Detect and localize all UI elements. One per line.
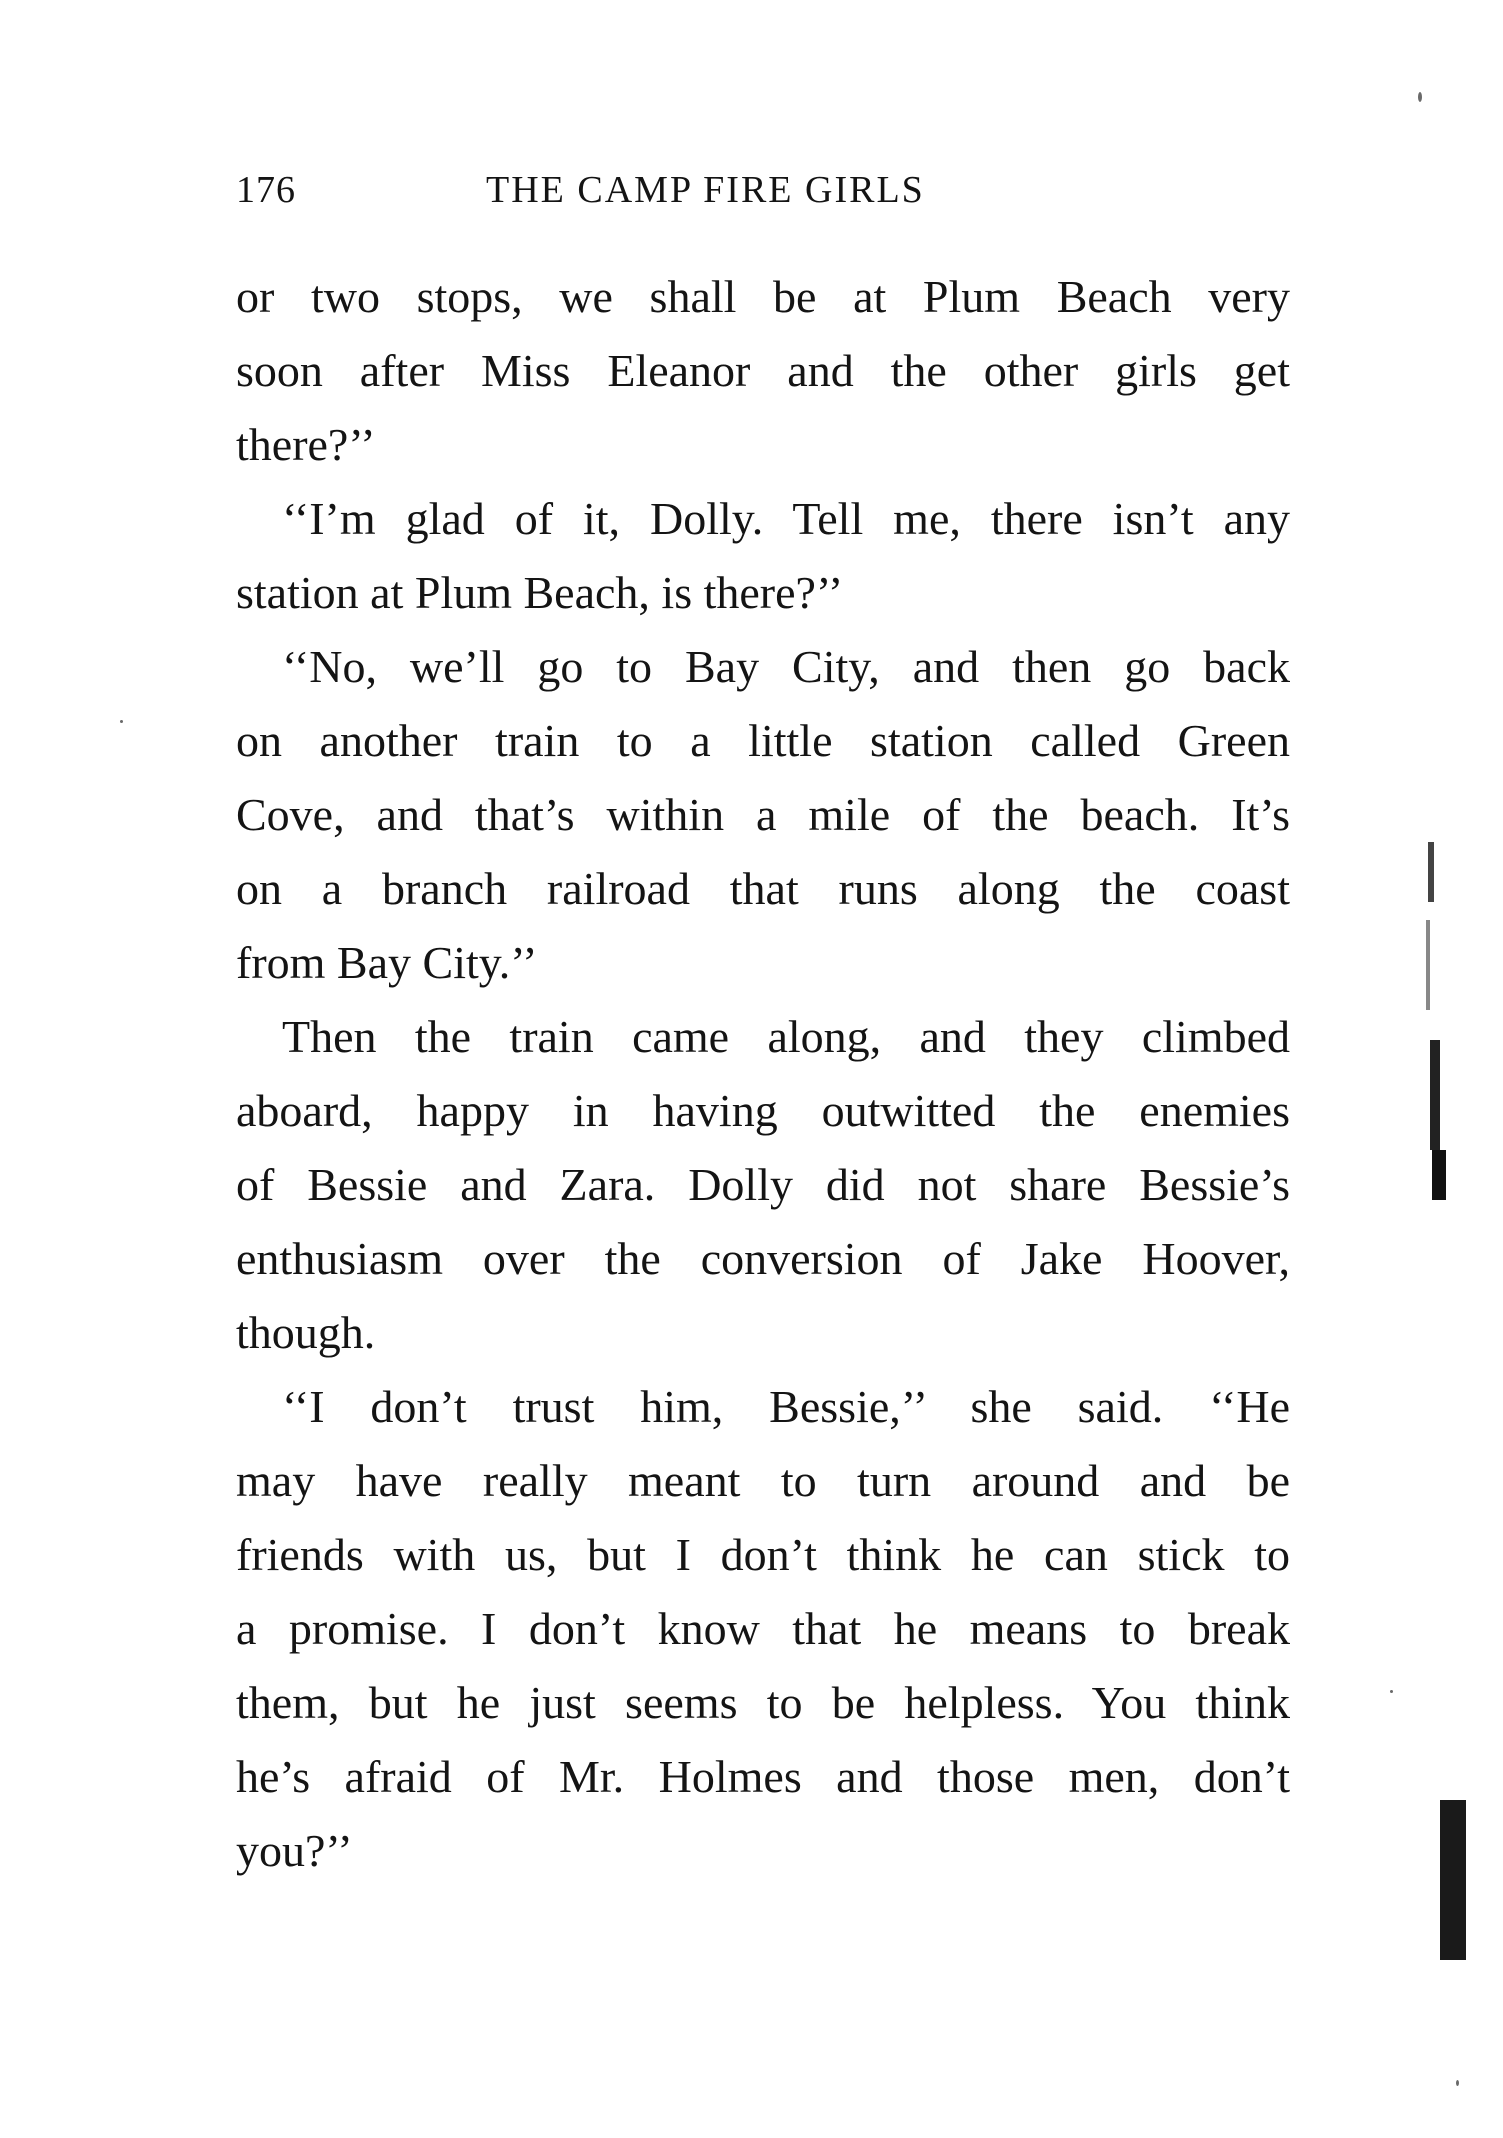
scan-speck <box>1390 1690 1393 1693</box>
text-line: Then the train came along, and they climbed <box>282 1011 1290 1062</box>
text-line: a promise. I don’t know that he means to break <box>236 1603 1290 1654</box>
page-number: 176 <box>236 169 296 211</box>
text-line: though. <box>236 1307 376 1358</box>
text-line: soon after Miss Eleanor and the other girls get <box>236 345 1290 396</box>
text-line: of Bessie and Zara. Dolly did not share Bessie’s <box>236 1159 1290 1210</box>
scan-mark <box>1430 1040 1440 1150</box>
text-line: them, but he just seems to be helpless. You think <box>236 1677 1290 1728</box>
body-text <box>236 260 1290 1888</box>
text-line: ‘‘No, we’ll go to Bay City, and then go back <box>282 641 1290 692</box>
text-line: station at Plum Beach, is there?’’ <box>236 567 844 618</box>
page-header <box>236 168 1026 218</box>
text-line: Cove, and that’s within a mile of the beach. It’s <box>236 789 1290 840</box>
text-line: you?’’ <box>236 1825 353 1876</box>
text-line: ‘‘I don’t trust him, Bessie,’’ she said. ‘‘He <box>282 1381 1290 1432</box>
text-line: ‘‘I’m glad of it, Dolly. Tell me, there isn’t any <box>282 493 1290 544</box>
scan-mark <box>1426 920 1430 1010</box>
scan-speck <box>1418 92 1422 102</box>
text-line: on a branch railroad that runs along the coast <box>236 863 1290 914</box>
running-title: THE CAMP FIRE GIRLS <box>486 169 925 211</box>
text-line: may have really meant to turn around and be <box>236 1455 1290 1506</box>
text-line: friends with us, but I don’t think he can stick to <box>236 1529 1290 1580</box>
text-line: or two stops, we shall be at Plum Beach very <box>236 271 1290 322</box>
scan-speck <box>120 720 123 723</box>
text-line: on another train to a little station called Green <box>236 715 1290 766</box>
scan-speck <box>1456 2080 1459 2086</box>
scan-mark <box>1440 1800 1466 1960</box>
text-line: enthusiasm over the conversion of Jake Hoover, <box>236 1233 1290 1284</box>
scan-mark <box>1428 842 1434 902</box>
scan-mark <box>1432 1150 1446 1200</box>
text-line: he’s afraid of Mr. Holmes and those men, don’t <box>236 1751 1290 1802</box>
text-line: from Bay City.’’ <box>236 937 538 988</box>
text-line: there?’’ <box>236 419 376 470</box>
text-line: aboard, happy in having outwitted the enemies <box>236 1085 1290 1136</box>
